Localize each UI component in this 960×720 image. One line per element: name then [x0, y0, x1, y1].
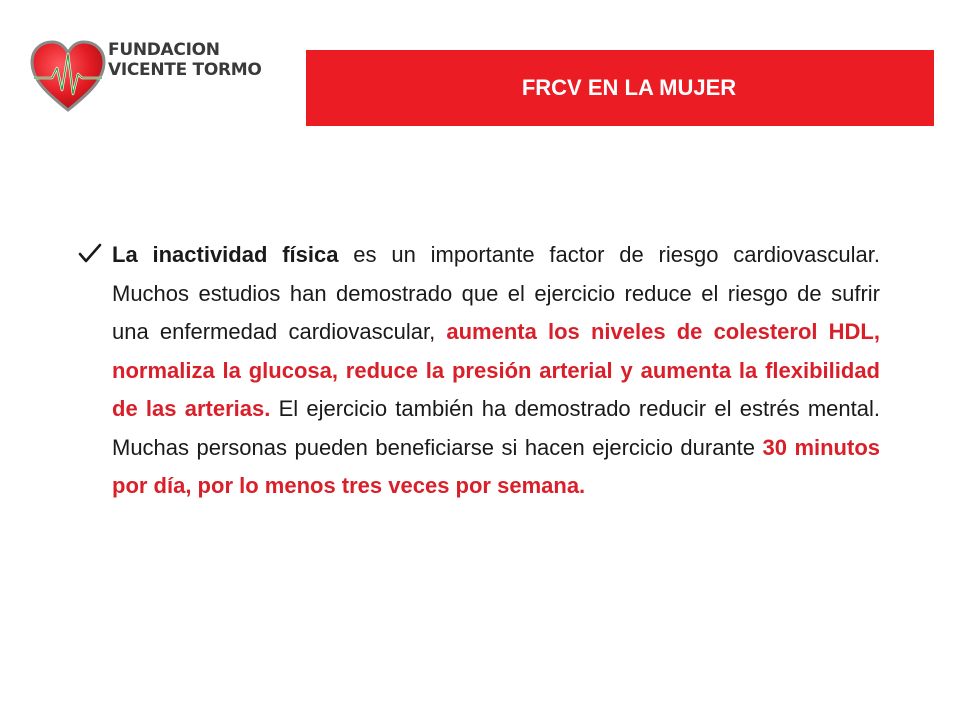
foundation-logo — [28, 36, 268, 116]
emphasis-text: La inactividad física — [112, 242, 339, 267]
checkmark-icon — [78, 242, 102, 264]
slide-title: FRCV EN LA MUJER — [521, 75, 737, 100]
highlight-text: aumenta los niveles de colesterol HDL, normaliza la glucosa, reduce la presión arterial y aumenta la flexibilidad de las arterias. — [112, 319, 880, 421]
body-text: El ejercicio también ha demostrado reducir el estrés mental. Muchas personas pueden beneficiarse si hacen ejercicio durante — [112, 396, 880, 460]
body-text: es un importante factor de riesgo cardiovascular. Muchos estudios han demostrado que el ejercicio reduce el riesgo de sufrir una enfermedad cardiovascular, — [112, 242, 880, 344]
heart-pulse-icon — [28, 36, 108, 116]
logo-line-1: FUNDACION — [108, 40, 220, 60]
logo-line-2: VICENTE TORMO — [108, 60, 262, 80]
bullet-paragraph — [112, 236, 880, 506]
logo-text — [108, 40, 262, 80]
bullet-item — [78, 236, 882, 506]
title-bar — [306, 50, 934, 126]
highlight-text: 30 minutos por día, por lo menos tres veces por semana. — [112, 434, 880, 498]
